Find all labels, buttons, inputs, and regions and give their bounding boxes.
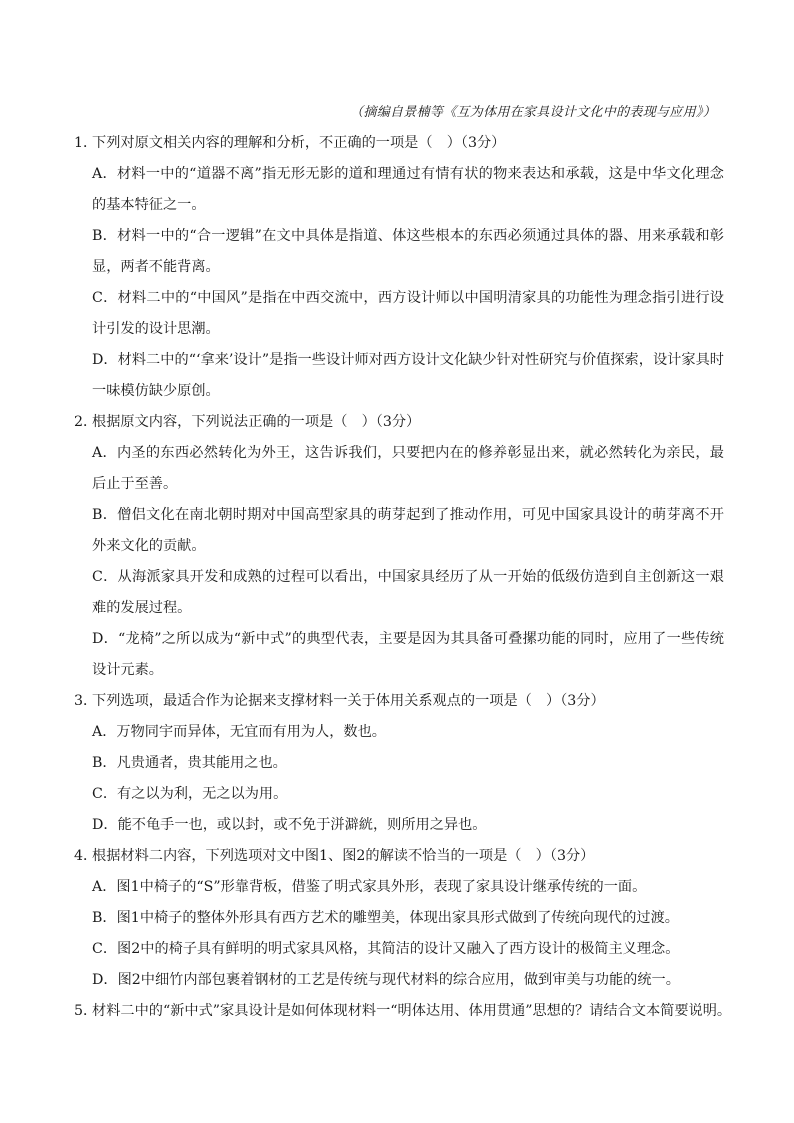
question-number: 3． — [74, 693, 98, 709]
option-d: D．材料二中的“‘拿来’设计”是指一些设计师对西方设计文化缺少针对性研究与价值探索，设计家具时一味模仿缺少原创。 — [92, 352, 724, 399]
option-d: D．图2中细竹内部包裹着钢材的工艺是传统与现代材料的综合应用，做到审美与功能的统一。 — [92, 972, 680, 988]
option-a: A．万物同宇而异体，无宜而有用为人，数也。 — [92, 724, 386, 740]
question-list — [74, 128, 732, 1027]
option-b: B．僧侣文化在南北朝时期对中国高型家具的萌芽起到了推动作用，可见中国家具设计的萌芽离不开外来文化的贡献。 — [92, 507, 724, 554]
option-d: D．能不龟手一也，或以封，或不免于洴澼絖，则所用之异也。 — [92, 817, 487, 833]
question-text: 根据材料二内容，下列选项对文中图1、图2的解读不恰当的一项是（ ）（3分） — [92, 848, 595, 864]
option-b: B．图1中椅子的整体外形具有西方艺术的雕塑美，体现出家具形式做到了传统向现代的过渡。 — [92, 910, 679, 926]
option-b: B．凡贵通者，贵其能用之也。 — [92, 755, 287, 771]
question-stem — [74, 128, 724, 159]
option-d: D．“龙椅”之所以成为“新中式”的典型代表，主要是因为其具备可叠摞功能的同时，应用了一些传统设计元素。 — [92, 631, 724, 678]
option-a: A．图1中椅子的“S”形靠背板，借鉴了明式家具外形，表现了家具设计继承传统的一面。 — [92, 879, 647, 895]
option-c: C．材料二中的“中国风”是指在中西交流中，西方设计师以中国明清家具的功能性为理念指引进行设计引发的设计思潮。 — [92, 290, 724, 337]
option-b: B．材料一中的“合一逻辑”在文中具体是指道、体这些根本的东西必须通过具体的器、用来承载和彰显，两者不能背离。 — [92, 228, 724, 275]
question-number: 2． — [74, 414, 98, 430]
question-text: 下列对原文相关内容的理解和分析，不正确的一项是（ ）（3分） — [92, 135, 506, 151]
question-4 — [74, 841, 724, 996]
question-stem — [74, 841, 724, 872]
question-1 — [74, 128, 724, 407]
question-stem — [74, 686, 724, 717]
option-c: C．有之以为利，无之以为用。 — [92, 786, 288, 802]
option-c: C．从海派家具开发和成熟的过程可以看出，中国家具经历了从一开始的低级仿造到自主创新这一艰难的发展过程。 — [92, 569, 724, 616]
question-number: 1． — [74, 135, 98, 151]
question-2 — [74, 407, 724, 686]
source-citation: （摘编自景楠等《互为体用在家具设计文化中的表现与应用》） — [350, 105, 716, 120]
question-stem — [74, 996, 732, 1027]
option-a: A．内圣的东西必然转化为外王，这告诉我们，只要把内在的修养彰显出来，就必然转化为亲民，最后止于至善。 — [92, 445, 724, 492]
question-3 — [74, 686, 724, 841]
question-5 — [74, 996, 732, 1027]
question-text: 材料二中的“新中式”家具设计是如何体现材料一“明体达用、体用贯通”思想的？请结合文本简要说明。 — [92, 1003, 732, 1019]
option-a: A．材料一中的“道器不离”指无形无影的道和理通过有情有状的物来表达和承载，这是中华文化理念的基本特征之一。 — [92, 166, 724, 213]
option-c: C．图2中的椅子具有鲜明的明式家具风格，其简洁的设计又融入了西方设计的极简主义理念。 — [92, 941, 680, 957]
question-text: 下列选项，最适合作为论据来支撑材料一关于体用关系观点的一项是（ ）（3分） — [92, 693, 605, 709]
question-stem — [74, 407, 724, 438]
question-number: 4． — [74, 848, 98, 864]
question-text: 根据原文内容，下列说法正确的一项是（ ）（3分） — [92, 414, 421, 430]
question-number: 5． — [74, 1003, 98, 1019]
